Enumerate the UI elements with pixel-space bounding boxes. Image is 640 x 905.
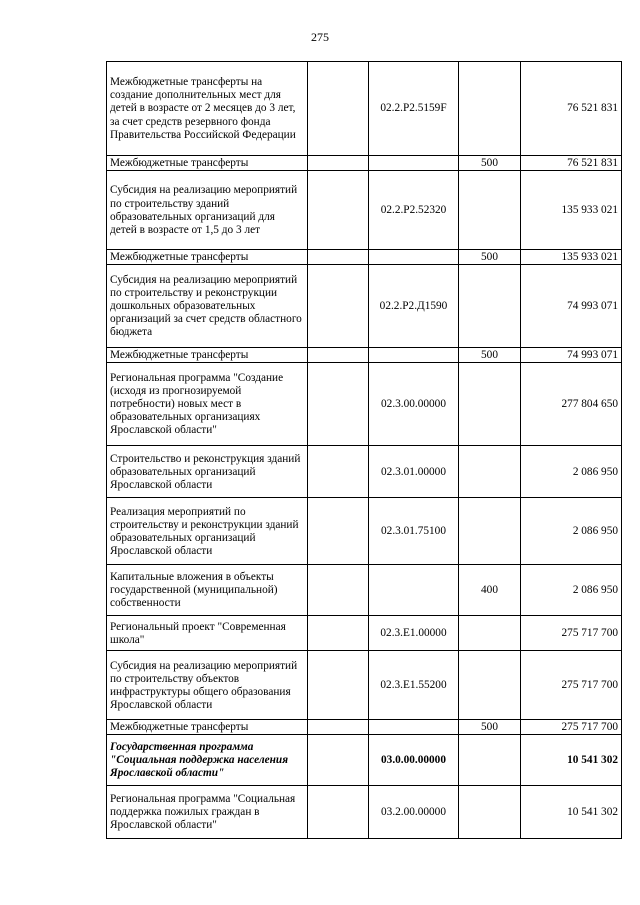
row-code: 02.3.01.75100: [369, 498, 459, 565]
row-empty-cell: [308, 786, 369, 839]
row-empty-cell: [308, 156, 369, 171]
row-empty-cell: [308, 616, 369, 651]
budget-table: [106, 61, 622, 839]
row-code: 03.0.00.00000: [369, 735, 459, 786]
row-type: [459, 171, 521, 250]
table-row: [107, 735, 622, 786]
row-code: [369, 156, 459, 171]
row-type: [459, 446, 521, 498]
row-empty-cell: [308, 446, 369, 498]
row-code: [369, 250, 459, 265]
row-sum: 135 933 021: [521, 250, 622, 265]
row-name: Реализация мероприятий по строительству и реконструкции зданий образовательных организаций Ярославской области: [107, 498, 308, 565]
row-sum: 2 086 950: [521, 446, 622, 498]
row-sum: 74 993 071: [521, 348, 622, 363]
row-code: 02.3.E1.55200: [369, 651, 459, 720]
row-sum: 10 541 302: [521, 735, 622, 786]
row-name: Государственная программа "Социальная поддержка населения Ярославской области": [107, 735, 308, 786]
row-name: Субсидия на реализацию мероприятий по строительству объектов инфраструктуры общего образования Ярославской области: [107, 651, 308, 720]
row-name: Межбюджетные трансферты: [107, 156, 308, 171]
row-empty-cell: [308, 348, 369, 363]
row-type: [459, 498, 521, 565]
row-name: Субсидия на реализацию мероприятий по строительству и реконструкции дошкольных образовательных организаций за счет средств областного бюджета: [107, 265, 308, 348]
row-code: [369, 720, 459, 735]
page-number: 275: [311, 30, 329, 44]
row-empty-cell: [308, 498, 369, 565]
row-code: 02.3.E1.00000: [369, 616, 459, 651]
table-row: [107, 446, 622, 498]
row-name: Межбюджетные трансферты: [107, 720, 308, 735]
table-row: [107, 250, 622, 265]
row-type: [459, 735, 521, 786]
row-sum: 76 521 831: [521, 62, 622, 156]
row-type: 500: [459, 250, 521, 265]
table-row: [107, 265, 622, 348]
row-sum: 10 541 302: [521, 786, 622, 839]
table-row: [107, 720, 622, 735]
row-sum: 2 086 950: [521, 498, 622, 565]
row-code: 02.3.00.00000: [369, 363, 459, 446]
row-sum: 76 521 831: [521, 156, 622, 171]
row-type: 400: [459, 565, 521, 616]
table-row: [107, 616, 622, 651]
table-row: [107, 565, 622, 616]
table-row: [107, 62, 622, 156]
row-name: Региональная программа "Социальная поддержка пожилых граждан в Ярославской области": [107, 786, 308, 839]
row-sum: 2 086 950: [521, 565, 622, 616]
row-type: [459, 786, 521, 839]
row-name: Межбюджетные трансферты: [107, 250, 308, 265]
row-code: 02.2.P2.Д1590: [369, 265, 459, 348]
row-sum: 74 993 071: [521, 265, 622, 348]
row-code: [369, 348, 459, 363]
table-row: [107, 348, 622, 363]
row-type: 500: [459, 720, 521, 735]
table-row: [107, 171, 622, 250]
row-name: Субсидия на реализацию мероприятий по строительству зданий образовательных организаций для детей в возрасте от 1,5 до 3 лет: [107, 171, 308, 250]
row-type: [459, 265, 521, 348]
row-type: 500: [459, 156, 521, 171]
table-row: [107, 498, 622, 565]
row-sum: 275 717 700: [521, 720, 622, 735]
row-empty-cell: [308, 565, 369, 616]
row-empty-cell: [308, 720, 369, 735]
row-sum: 275 717 700: [521, 616, 622, 651]
row-code: 02.3.01.00000: [369, 446, 459, 498]
row-type: [459, 651, 521, 720]
table-row: [107, 156, 622, 171]
row-sum: 275 717 700: [521, 651, 622, 720]
row-sum: 277 804 650: [521, 363, 622, 446]
table-row: [107, 786, 622, 839]
row-empty-cell: [308, 735, 369, 786]
row-sum: 135 933 021: [521, 171, 622, 250]
row-type: [459, 616, 521, 651]
row-empty-cell: [308, 651, 369, 720]
row-name: Строительство и реконструкция зданий образовательных организаций Ярославской области: [107, 446, 308, 498]
row-name: Межбюджетные трансферты: [107, 348, 308, 363]
row-empty-cell: [308, 265, 369, 348]
row-name: Межбюджетные трансферты на создание дополнительных мест для детей в возрасте от 2 месяцев до 3 лет, за счет средств резервного фонда Правительства Российской Федерации: [107, 62, 308, 156]
row-type: [459, 363, 521, 446]
row-empty-cell: [308, 250, 369, 265]
row-code: 02.2.P2.5159F: [369, 62, 459, 156]
row-name: Региональная программа "Создание (исходя из прогнозируемой потребности) новых мест в образовательных организациях Ярославской области": [107, 363, 308, 446]
row-type: 500: [459, 348, 521, 363]
row-empty-cell: [308, 171, 369, 250]
table-row: [107, 363, 622, 446]
row-empty-cell: [308, 62, 369, 156]
row-code: [369, 565, 459, 616]
row-name: Капитальные вложения в объекты государственной (муниципальной) собственности: [107, 565, 308, 616]
row-empty-cell: [308, 363, 369, 446]
table-row: [107, 651, 622, 720]
row-type: [459, 62, 521, 156]
row-code: 02.2.P2.52320: [369, 171, 459, 250]
row-code: 03.2.00.00000: [369, 786, 459, 839]
row-name: Региональный проект "Современная школа": [107, 616, 308, 651]
